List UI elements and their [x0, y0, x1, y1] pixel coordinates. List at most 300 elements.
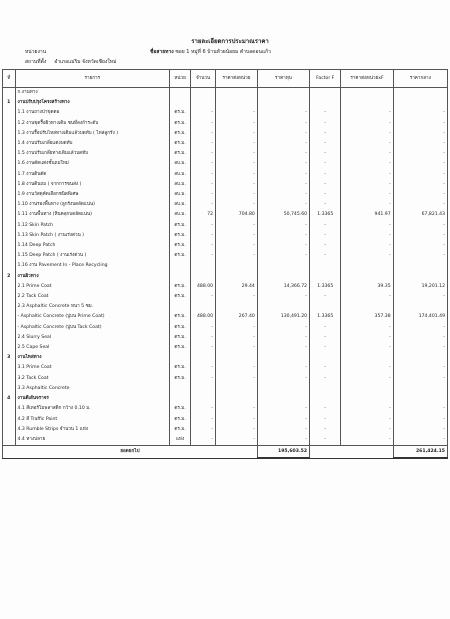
cell-factor: - [310, 180, 341, 190]
cell-qty [191, 98, 216, 108]
cell-item: 2.5 Cape Seal [15, 343, 170, 353]
cell-cost: - [257, 363, 309, 373]
cell-item: 1.6 งานตัดแต่งชั้นถมใหม่ [15, 159, 170, 169]
cell-factor: - [310, 425, 341, 435]
table-row [3, 88, 448, 99]
cell-unit-price-f: - [341, 435, 393, 446]
cell-factor: - [310, 231, 341, 241]
cell-unit-price-f: - [341, 108, 393, 118]
cell-qty: - [191, 108, 216, 118]
cell-no: 4 [3, 394, 16, 404]
route-value: ซอย 1 หมู่ที่ 6 บ้านห้วยน้อยม ตำบลดอนแก้ว [175, 49, 271, 55]
cell-total: - [393, 425, 447, 435]
cell-unit: ตร.ม. [170, 425, 191, 435]
cell-unit-price [216, 88, 258, 99]
cell-factor: - [310, 363, 341, 373]
total-grand: 261,424.15 [393, 446, 447, 459]
cell-item: 4.3 Rumble Strips จำนวน 1 แห่ง [15, 425, 170, 435]
cell-qty: - [191, 363, 216, 373]
cell-qty: - [191, 374, 216, 384]
cell-unit-price-f: - [341, 149, 393, 159]
cell-total: - [393, 149, 447, 159]
cell-total: - [393, 333, 447, 343]
cell-unit-price: - [216, 241, 258, 251]
cell-total: - [393, 241, 447, 251]
cell-unit-price: - [216, 190, 258, 200]
cell-factor [310, 88, 341, 99]
table-row [3, 108, 448, 118]
header-col-no: ที่ [3, 70, 16, 88]
cell-total: - [393, 323, 447, 333]
cell-cost [257, 394, 309, 404]
cell-no [3, 119, 16, 129]
header-col-item: รายการ [15, 70, 170, 88]
cell-unit-price: - [216, 119, 258, 129]
estimate-table [2, 69, 448, 459]
cell-total: - [393, 190, 447, 200]
cell-item: 2.3 Asphaltic Concrete หนา 5 ซม. [15, 302, 170, 312]
cell-factor: - [310, 108, 341, 118]
cell-item: 2.2 Tack Coat [15, 292, 170, 302]
cell-unit [170, 261, 191, 271]
cell-total: - [393, 200, 447, 210]
cell-item: 3.1 Prime Coat [15, 363, 170, 373]
table-row [3, 98, 448, 108]
cell-qty [191, 261, 216, 271]
cell-qty: - [191, 180, 216, 190]
header-col-unit-price-f: ราคาต่อหน่วยxF [341, 70, 393, 88]
header-col-unit: หน่วย [170, 70, 191, 88]
cell-unit-price-f: 357.38 [341, 312, 393, 322]
cell-unit-price [216, 353, 258, 363]
cell-factor [310, 272, 341, 282]
table-row [3, 363, 448, 373]
cell-unit-price: - [216, 251, 258, 261]
table-row [3, 374, 448, 384]
table-header-row [3, 70, 448, 88]
cell-unit-price-f [341, 261, 393, 271]
cell-total: - [393, 343, 447, 353]
cell-cost: - [257, 415, 309, 425]
cell-item: 3.2 Tack Coat [15, 374, 170, 384]
cell-unit-price-f: - [341, 425, 393, 435]
cell-factor: - [310, 415, 341, 425]
cell-no [3, 374, 16, 384]
table-row [3, 394, 448, 404]
cell-total [393, 394, 447, 404]
header-col-total: ราคากลาง [393, 70, 447, 88]
cell-total: - [393, 139, 447, 149]
cell-qty: - [191, 139, 216, 149]
cell-total: - [393, 435, 447, 446]
cell-cost: - [257, 170, 309, 180]
header-col-cost: ราคาทุน [257, 70, 309, 88]
cell-factor: - [310, 343, 341, 353]
table-row [3, 129, 448, 139]
cell-item: 4.4 หางปลาย [15, 435, 170, 446]
cell-unit-price: - [216, 415, 258, 425]
cell-unit-price: 704.80 [216, 210, 258, 220]
cell-unit-price-f: 39.35 [341, 282, 393, 292]
cell-cost: - [257, 108, 309, 118]
cell-unit-price-f: - [341, 231, 393, 241]
cell-qty: - [191, 200, 216, 210]
cell-unit: ตร.ม. [170, 333, 191, 343]
cell-unit: ตร.ม. [170, 221, 191, 231]
cell-qty: - [191, 292, 216, 302]
cell-item: 1.8 งานดินถม ( จากการขนส่ง ) [15, 180, 170, 190]
cell-qty [191, 272, 216, 282]
cell-total: 174,401.49 [393, 312, 447, 322]
location-value: อำเภอแม่ริม จังหวัดเชียงใหม่ [54, 59, 117, 65]
cell-unit-price-f: - [341, 139, 393, 149]
cell-unit: ตร.ม. [170, 404, 191, 414]
route-label: ชื่อสายทาง [150, 49, 174, 55]
cell-cost [257, 302, 309, 312]
cell-unit-price [216, 272, 258, 282]
cell-cost [257, 384, 309, 394]
cell-unit: ตร.ม. [170, 374, 191, 384]
cell-factor: - [310, 159, 341, 169]
cell-unit: ตร.ม. [170, 241, 191, 251]
cell-cost: - [257, 149, 309, 159]
cell-item: 3.3 Asphaltic Concrete [15, 384, 170, 394]
cell-unit: ลบ.ม. [170, 210, 191, 220]
cell-qty [191, 88, 216, 99]
cell-qty: - [191, 323, 216, 333]
cell-cost: - [257, 241, 309, 251]
cell-item: ก.งานทาง [15, 88, 170, 99]
cell-unit [170, 353, 191, 363]
cell-item: 1.5 งานปรับเกลี่ยทางเดิมแล้วบดทับ [15, 149, 170, 159]
cell-total [393, 302, 447, 312]
cell-no [3, 302, 16, 312]
cell-cost: - [257, 119, 309, 129]
cell-no: 1 [3, 98, 16, 108]
cell-cost: - [257, 333, 309, 343]
cell-unit [170, 88, 191, 99]
cell-total: - [393, 159, 447, 169]
table-row [3, 251, 448, 261]
table-row [3, 200, 448, 210]
cell-unit: ลบ.ม. [170, 159, 191, 169]
cell-total: - [393, 108, 447, 118]
cell-unit-price: - [216, 343, 258, 353]
cell-qty: 72 [191, 210, 216, 220]
cell-qty: - [191, 231, 216, 241]
table-row [3, 170, 448, 180]
table-row [3, 415, 448, 425]
cell-factor: - [310, 374, 341, 384]
cell-unit: ลบ.ม. [170, 190, 191, 200]
cell-unit-price-f: - [341, 374, 393, 384]
cell-factor: - [310, 221, 341, 231]
cell-unit-price: - [216, 292, 258, 302]
cell-unit: ตร.ม. [170, 251, 191, 261]
cell-item: งานปรับปรุงโครงสร้างทาง [15, 98, 170, 108]
table-row [3, 323, 448, 333]
cell-unit: ตร.ม. [170, 415, 191, 425]
cell-no [3, 170, 16, 180]
cell-qty [191, 384, 216, 394]
cell-cost: 14,366.72 [257, 282, 309, 292]
cell-no [3, 241, 16, 251]
cell-unit-price-f [341, 88, 393, 99]
cell-total: - [393, 231, 447, 241]
cell-unit: ตร.ม. [170, 108, 191, 118]
cell-factor: 1.3365 [310, 210, 341, 220]
cell-no [3, 343, 16, 353]
cell-unit-price-f: - [341, 343, 393, 353]
cell-total: - [393, 292, 447, 302]
table-row [3, 312, 448, 322]
cell-factor [310, 353, 341, 363]
cell-unit-price-f: - [341, 119, 393, 129]
cell-item: 1.13 Skin Patch ( งานเร่งด่วน ) [15, 231, 170, 241]
cell-no [3, 384, 16, 394]
cell-item: งานผิวทาง [15, 272, 170, 282]
cell-unit: ตร.ม. [170, 129, 191, 139]
cell-factor: 1.3365 [310, 282, 341, 292]
cell-unit-price-f: - [341, 404, 393, 414]
cell-unit-price: - [216, 129, 258, 139]
total-cost: 195,603.52 [257, 446, 309, 459]
cell-cost: - [257, 251, 309, 261]
cell-cost: - [257, 159, 309, 169]
cell-unit [170, 384, 191, 394]
cell-unit: ตร.ม. [170, 139, 191, 149]
cell-item: 1.14 Deep Patch [15, 241, 170, 251]
cell-cost [257, 353, 309, 363]
header-col-unit-price: ราคาต่อหน่วย [216, 70, 258, 88]
cell-item: 1.7 งานดินตัด [15, 170, 170, 180]
table-row [3, 353, 448, 363]
cell-unit-price [216, 384, 258, 394]
cell-no [3, 282, 16, 292]
cell-item: 1.1 งานถางป่าขุดตอ [15, 108, 170, 118]
cell-unit-price-f: - [341, 221, 393, 231]
cell-cost: - [257, 190, 309, 200]
table-row [3, 139, 448, 149]
cell-unit-price: - [216, 425, 258, 435]
cell-no [3, 159, 16, 169]
location-label: สถานที่ตั้ง [25, 59, 47, 65]
cell-cost: - [257, 435, 309, 446]
cell-unit-price-f [341, 302, 393, 312]
cell-unit-price-f [341, 272, 393, 282]
cell-cost: - [257, 231, 309, 241]
cell-qty: 488.00 [191, 282, 216, 292]
cell-unit [170, 272, 191, 282]
table-row [3, 231, 448, 241]
cell-item: 4.2 สี Traffic Paint [15, 415, 170, 425]
dept-label: หน่วยงาน [25, 49, 47, 55]
table-row [3, 221, 448, 231]
cell-factor: - [310, 129, 341, 139]
cell-cost: - [257, 180, 309, 190]
cell-qty [191, 353, 216, 363]
cell-cost [257, 98, 309, 108]
cell-qty: - [191, 119, 216, 129]
cell-no [3, 292, 16, 302]
cell-unit: ลบ.ม. [170, 200, 191, 210]
cell-unit-price-f: - [341, 159, 393, 169]
cell-unit-price-f: - [341, 241, 393, 251]
cell-unit: ตร.ม. [170, 231, 191, 241]
cell-unit-price: - [216, 374, 258, 384]
cell-no [3, 108, 16, 118]
cell-unit-price: - [216, 149, 258, 159]
cell-unit-price: - [216, 108, 258, 118]
cell-total: - [393, 404, 447, 414]
cell-unit-price-f: 941.97 [341, 210, 393, 220]
cell-unit: ลบ.ม. [170, 180, 191, 190]
cell-cost: - [257, 292, 309, 302]
cell-no [3, 231, 16, 241]
cell-unit-price-f: - [341, 415, 393, 425]
cell-cost: - [257, 404, 309, 414]
cell-unit: ตร.ม. [170, 149, 191, 159]
cell-no [3, 363, 16, 373]
cell-factor: - [310, 200, 341, 210]
cell-unit-price-f [341, 353, 393, 363]
cell-unit-price-f [341, 98, 393, 108]
cell-no [3, 404, 16, 414]
cell-factor [310, 261, 341, 271]
cell-factor [310, 394, 341, 404]
cell-no [3, 149, 16, 159]
cell-no [3, 129, 16, 139]
cell-item: 1.11 งานพื้นทาง (หินคลุกบดอัดแน่น) [15, 210, 170, 220]
cell-cost: - [257, 139, 309, 149]
cell-cost: 130,491.20 [257, 312, 309, 322]
cell-cost [257, 272, 309, 282]
table-row [3, 159, 448, 169]
cell-unit: ตร.ม. [170, 323, 191, 333]
cell-cost: - [257, 425, 309, 435]
cell-item: - Asphaltic Concrete (ปูบน Prime Coat) [15, 312, 170, 322]
cell-unit-price-f: - [341, 129, 393, 139]
table-row [3, 343, 448, 353]
cell-qty: - [191, 190, 216, 200]
table-row [3, 210, 448, 220]
cell-item: 1.4 งานปรับเกลี่ยแต่งบดทับ [15, 139, 170, 149]
cell-unit: ตร.ม. [170, 363, 191, 373]
cell-total: - [393, 129, 447, 139]
cell-factor: - [310, 435, 341, 446]
cell-factor: - [310, 251, 341, 261]
cell-unit-price-f: - [341, 292, 393, 302]
cell-unit-price: - [216, 231, 258, 241]
table-body [3, 88, 448, 459]
location-line [25, 58, 116, 66]
cell-total: - [393, 415, 447, 425]
table-row [3, 302, 448, 312]
table-row [3, 282, 448, 292]
cell-item: 2.4 Slurry Seal [15, 333, 170, 343]
cell-unit-price: - [216, 404, 258, 414]
cell-factor: 1.3365 [310, 312, 341, 322]
cell-no [3, 323, 16, 333]
cell-unit-price-f: - [341, 363, 393, 373]
cell-factor: - [310, 139, 341, 149]
cell-total [393, 272, 447, 282]
cell-no [3, 221, 16, 231]
cell-qty: - [191, 435, 216, 446]
cell-no [3, 200, 16, 210]
cell-qty: - [191, 149, 216, 159]
cell-unit-price: - [216, 139, 258, 149]
cell-total: - [393, 363, 447, 373]
cell-unit: ตร.ม. [170, 312, 191, 322]
cell-qty: - [191, 129, 216, 139]
header-col-qty: จำนวน [191, 70, 216, 88]
cell-unit-price: - [216, 333, 258, 343]
cell-unit-price: - [216, 180, 258, 190]
table-row [3, 119, 448, 129]
cell-no: 3 [3, 353, 16, 363]
table-row [3, 435, 448, 446]
cell-unit-price-f: - [341, 180, 393, 190]
cell-item: 1.15 Deep Patch ( งานเร่งด่วน ) [15, 251, 170, 261]
cell-unit-price: - [216, 363, 258, 373]
table-row [3, 384, 448, 394]
cell-no [3, 190, 16, 200]
cell-total: 67,821.43 [393, 210, 447, 220]
total-row [3, 446, 448, 459]
cell-total: - [393, 251, 447, 261]
cell-unit-price: - [216, 159, 258, 169]
cell-no: 2 [3, 272, 16, 282]
cell-qty: - [191, 343, 216, 353]
cell-cost: - [257, 221, 309, 231]
cell-total [393, 384, 447, 394]
cell-unit-price-f: - [341, 190, 393, 200]
cell-unit [170, 98, 191, 108]
cell-unit-price-f: - [341, 323, 393, 333]
cell-total: - [393, 221, 447, 231]
cell-item: 1.16 งาน Pavement In - Place Recycling [15, 261, 170, 271]
cell-unit: ตร.ม. [170, 282, 191, 292]
cell-unit-price: 267.40 [216, 312, 258, 322]
cell-item: 1.2 งานขุดรื้อผิวทางเดิม ชนที่ลงถ้าระดับ [15, 119, 170, 129]
cell-factor: - [310, 119, 341, 129]
cell-cost: - [257, 323, 309, 333]
cell-no [3, 88, 16, 99]
table-row [3, 425, 448, 435]
table-row [3, 241, 448, 251]
cell-cost: 50,745.60 [257, 210, 309, 220]
total-label: ยอดยกไป [3, 446, 258, 459]
table-row [3, 261, 448, 271]
cell-factor: - [310, 323, 341, 333]
cell-item: งานไหล่ทาง [15, 353, 170, 363]
table-row [3, 149, 448, 159]
cell-cost: - [257, 374, 309, 384]
cell-unit-price [216, 394, 258, 404]
cell-total [393, 98, 447, 108]
cell-no [3, 435, 16, 446]
cell-unit: แห่ง [170, 435, 191, 446]
cell-total: - [393, 180, 447, 190]
cell-unit-price: - [216, 200, 258, 210]
cell-factor [310, 302, 341, 312]
cell-factor: - [310, 170, 341, 180]
cell-qty: - [191, 221, 216, 231]
cell-qty: - [191, 404, 216, 414]
document-title: รายละเอียดการประมาณราคา [191, 38, 269, 45]
cell-cost [257, 261, 309, 271]
